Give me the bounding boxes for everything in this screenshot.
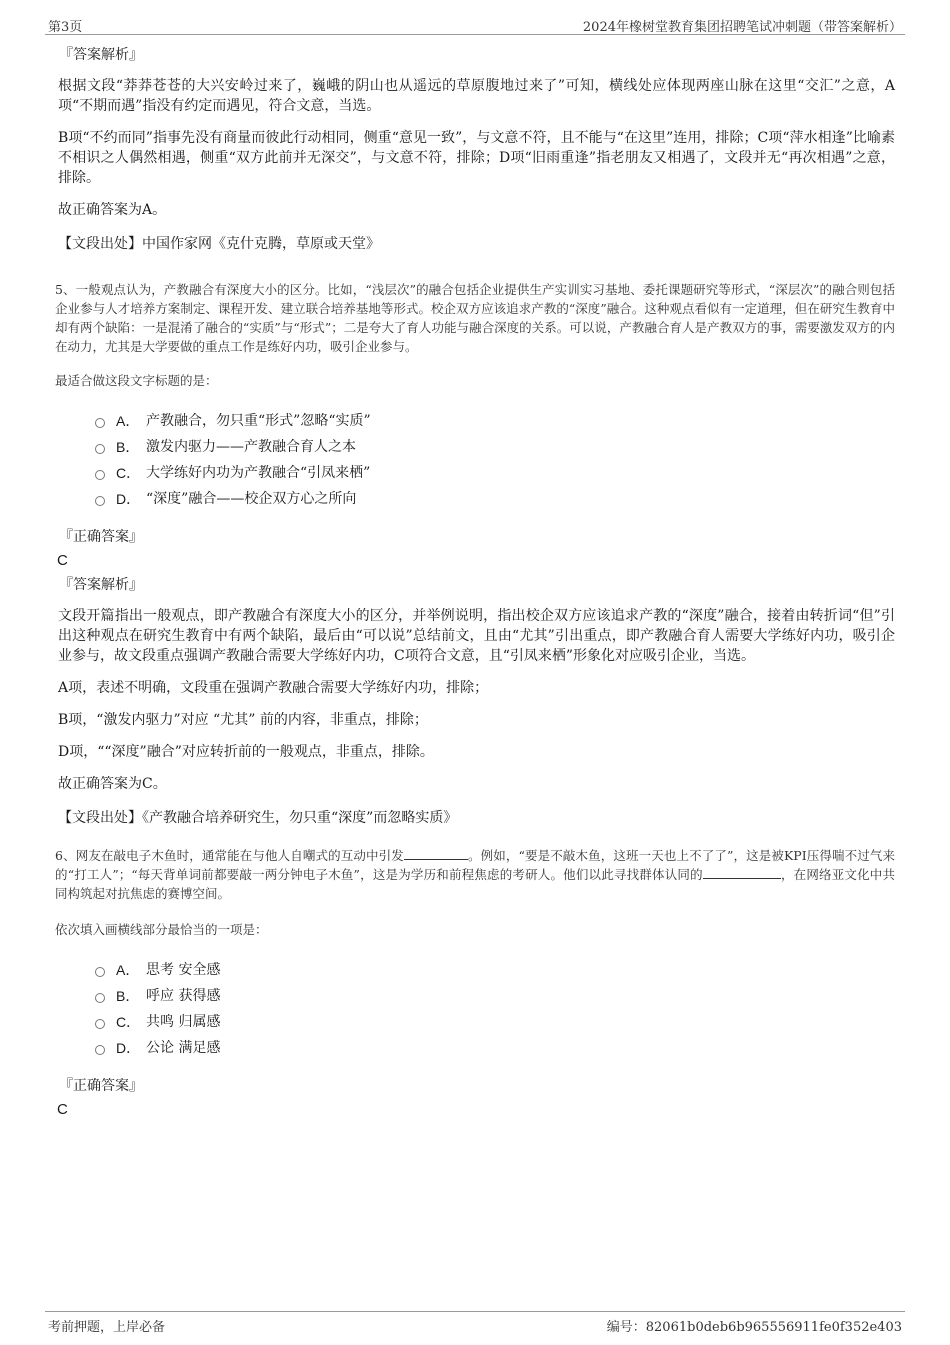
q6-options bbox=[95, 957, 895, 1061]
q5-source: 【文段出处】《产教融合培养研究生，勿只重“深度”而忽略实质》 bbox=[58, 810, 458, 826]
radio-icon[interactable] bbox=[95, 993, 105, 1003]
option-text: 公论 满足感 bbox=[146, 1040, 221, 1056]
option-text: 产教融合，勿只重“形式”忽略“实质” bbox=[146, 413, 371, 429]
page-header bbox=[45, 14, 905, 35]
radio-icon[interactable] bbox=[95, 496, 105, 506]
option-text: 思考 安全感 bbox=[146, 962, 221, 978]
option-text: “深度”融合——校企双方心之所向 bbox=[146, 491, 357, 507]
q4-source: 【文段出处】中国作家网《克什克腾，草原或天堂》 bbox=[58, 236, 380, 252]
q5-option-d[interactable] bbox=[95, 486, 895, 512]
radio-icon[interactable] bbox=[95, 1045, 105, 1055]
q6-text bbox=[55, 846, 895, 903]
q5-option-a[interactable] bbox=[95, 408, 895, 434]
document-title: 2024年橡树堂教育集团招聘笔试冲刺题（带答案解析） bbox=[582, 20, 902, 35]
page-number: 第3页 bbox=[48, 20, 83, 35]
q5-analysis-paragraph: 文段开篇指出一般观点，即产教融合有深度大小的区分，并举例说明，指出校企双方应该追求产教的“深度”融合，接着由转折词“但”引出这种观点在研究生教育中有两个缺陷，最后由“可以说”总结前文，且由“尤其”引出重点，即产教融合育人需要大学练好内功，吸引企业参与，故文段重点强调产教融合需要大学练好内功，C项符合文意，且“引凤来栖”形象化对应吸引企业，当选。 bbox=[58, 608, 895, 664]
q4-conclusion: 故正确答案为A。 bbox=[58, 202, 167, 218]
option-text: 共鸣 归属感 bbox=[146, 1014, 221, 1030]
radio-icon[interactable] bbox=[95, 967, 105, 977]
option-text: 激发内驱力——产教融合育人之本 bbox=[146, 439, 356, 455]
q6-text-part: 。例如，“要是不敲木鱼，这班一天也上不了了”，这是被KPI压得喘不过气来的“打工人”；“每天背单词前都要敲一两分钟电子木鱼”，这是为学历和前程焦虑的考研人。他们以此寻找群体认同的 bbox=[55, 848, 895, 882]
radio-icon[interactable] bbox=[95, 444, 105, 454]
q5-prompt: 最适合做这段文字标题的是： bbox=[55, 373, 218, 388]
option-letter: D． bbox=[116, 1040, 141, 1056]
q6-option-c[interactable] bbox=[95, 1009, 895, 1035]
q5-analysis-paragraph: B项，“激发内驱力”对应 “尤其” 前的内容，非重点，排除； bbox=[58, 712, 428, 728]
radio-icon[interactable] bbox=[95, 1019, 105, 1029]
fill-blank bbox=[703, 866, 781, 879]
q5-conclusion: 故正确答案为C。 bbox=[58, 776, 167, 792]
q4-analysis-paragraph: 根据文段“莽莽苍苍的大兴安岭过来了，巍峨的阴山也从遥远的草原腹地过来了”可知，横线处应体现两座山脉在这里“交汇”之意，A项“不期而遇”指没有约定而遇见，符合文意，当选。 bbox=[58, 78, 895, 114]
option-letter: B． bbox=[116, 439, 140, 455]
fill-blank bbox=[404, 847, 468, 860]
q4-analysis-paragraph: B项“不约而同”指事先没有商量而彼此行动相同，侧重“意见一致”，与文意不符，且不能与“在这里”连用，排除；C项“萍水相逢”比喻素不相识之人偶然相遇，侧重“双方此前并无深交”，与文意不符，排除；D项“旧雨重逢”指老朋友又相遇了，文段并无“再次相遇”之意，排除。 bbox=[58, 130, 895, 186]
option-letter: A． bbox=[116, 962, 140, 978]
page-content bbox=[55, 44, 895, 1123]
q4-analysis-label: 『答案解析』 bbox=[59, 47, 143, 63]
q6-correct-label: 『正确答案』 bbox=[59, 1078, 143, 1094]
q5-analysis-paragraph: D项，““深度”融合”对应转折前的一般观点，非重点，排除。 bbox=[58, 744, 434, 760]
q5-text: 5、一般观点认为，产教融合有深度大小的区分。比如，“浅层次”的融合包括企业提供生产实训实习基地、委托课题研究等形式，“深层次”的融合则包括企业参与人才培养方案制定、课程开发、建立联合培养基地等形式。校企双方应该追求产教的“深度”融合。这种观点看似有一定道理，但在研究生教育中却有两个缺陷：一是混淆了融合的“实质”与“形式”；二是夸大了育人功能与融合深度的关系。可以说，产教融合育人是产教双方的事，需要激发双方的内在动力，尤其是大学要做的重点工作是练好内功，吸引企业参与。 bbox=[55, 282, 895, 354]
q5-analysis-label: 『答案解析』 bbox=[59, 577, 143, 593]
q6-text-part: 6、网友在敲电子木鱼时，通常能在与他人自嘲式的互动中引发 bbox=[55, 848, 404, 863]
radio-icon[interactable] bbox=[95, 418, 105, 428]
document-code: 编号：82061b0deb6b965556911fe0f352e403 bbox=[606, 1320, 902, 1335]
q5-options bbox=[95, 408, 895, 512]
option-text: 大学练好内功为产教融合“引凤来栖” bbox=[146, 465, 371, 481]
q5-option-c[interactable] bbox=[95, 460, 895, 486]
q6-option-b[interactable] bbox=[95, 983, 895, 1009]
q6-correct-answer: C bbox=[57, 1101, 68, 1118]
option-letter: C． bbox=[116, 1014, 141, 1030]
page-footer bbox=[45, 1311, 905, 1334]
option-text: 呼应 获得感 bbox=[146, 988, 221, 1004]
q5-analysis-paragraph: A项，表述不明确，文段重在强调产教融合需要大学练好内功，排除； bbox=[58, 680, 489, 696]
q5-correct-label: 『正确答案』 bbox=[59, 529, 143, 545]
q6-text-part: ，在网络亚文化中共同构筑起对抗焦虑的赛博空间。 bbox=[55, 867, 895, 901]
q6-option-a[interactable] bbox=[95, 957, 895, 983]
q5-option-b[interactable] bbox=[95, 434, 895, 460]
option-letter: D． bbox=[116, 491, 141, 507]
q6-option-d[interactable] bbox=[95, 1035, 895, 1061]
q5-correct-answer: C bbox=[57, 552, 68, 569]
footer-slogan: 考前押题，上岸必备 bbox=[48, 1320, 166, 1335]
option-letter: C． bbox=[116, 465, 141, 481]
q6-prompt: 依次填入画横线部分最恰当的一项是： bbox=[55, 922, 268, 937]
radio-icon[interactable] bbox=[95, 470, 105, 480]
option-letter: B． bbox=[116, 988, 140, 1004]
option-letter: A． bbox=[116, 413, 140, 429]
